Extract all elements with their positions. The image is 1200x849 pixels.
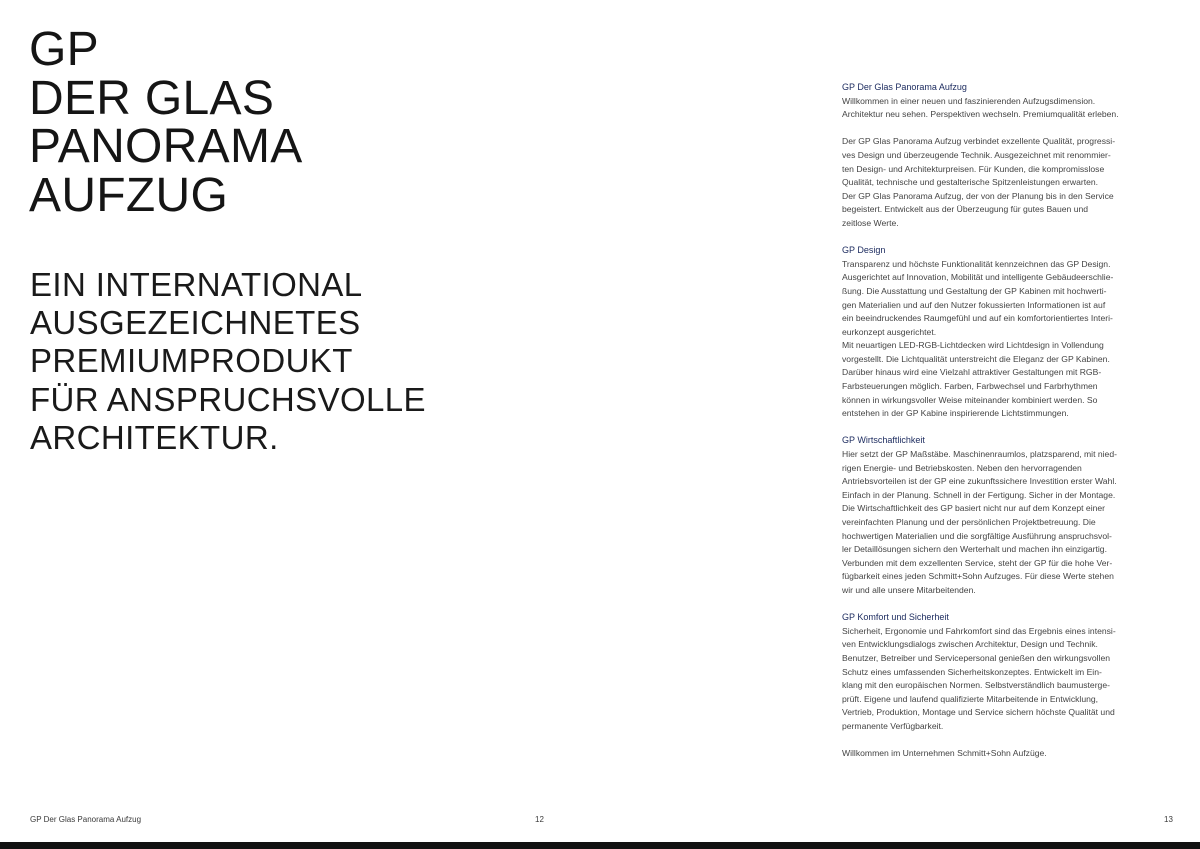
body-text-line: ein beeindruckendes Raumgefühl und auf ein komfortorientiertes Interi- — [842, 313, 1113, 324]
body-text-line: Antriebsvorteilen ist der GP eine zukunftssichere Investition erster Wahl. — [842, 476, 1117, 487]
body-text-line: fügbarkeit eines jeden Schmitt+Sohn Aufzuges. Für diese Werte stehen — [842, 571, 1114, 582]
body-text-line: klang mit den europäischen Normen. Selbstverständlich baumusterge- — [842, 680, 1110, 691]
body-text-line: permanente Verfügbarkeit. — [842, 720, 944, 731]
body-text-line: ten Design- und Architekturpreisen. Für Kunden, die kompromisslose — [842, 163, 1105, 174]
section-gap — [842, 421, 1177, 435]
body-text-line: Ausgerichtet auf Innovation, Mobilität und intelligente Gebäudeerschlie- — [842, 272, 1114, 283]
page-number-right: 13 — [1164, 815, 1173, 824]
footer-running-title: GP Der Glas Panorama Aufzug — [30, 815, 142, 824]
body-text-line: Sicherheit, Ergonomie und Fahrkomfort sind das Ergebnis eines intensi- — [842, 625, 1116, 636]
body-text-line: ler Detaillösungen sichern den Werterhalt und machen ihn einzigartig. — [842, 544, 1107, 555]
body-text-line: Vertrieb, Produktion, Montage und Service sichern höchste Qualität und — [842, 707, 1115, 718]
body-text-column — [842, 81, 1177, 761]
body-text-line: vorgestellt. Die Lichtqualität unterstreicht die Eleganz der GP Kabinen. — [842, 353, 1110, 364]
subtitle-line: FÜR ANSPRUCHSVOLLE — [30, 380, 426, 418]
body-text-line: Willkommen im Unternehmen Schmitt+Sohn Aufzüge. — [842, 748, 1047, 759]
body-text-line: Einfach in der Planung. Schnell in der Fertigung. Sicher in der Montage. — [842, 489, 1116, 500]
section-heading: GP Design — [842, 245, 886, 256]
title-line: AUFZUG — [29, 168, 229, 222]
section-heading: GP Komfort und Sicherheit — [842, 612, 949, 623]
title-line: DER GLAS — [29, 71, 275, 125]
body-text-line: Darüber hinaus wird eine Vielzahl attraktiver Gestaltungen mit RGB- — [842, 367, 1102, 378]
paragraph-gap — [842, 122, 1177, 136]
body-text-line: Transparenz und höchste Funktionalität kennzeichnen das GP Design. — [842, 258, 1111, 269]
section-gap — [842, 598, 1177, 612]
subtitle-line: EIN INTERNATIONAL — [30, 266, 363, 303]
body-text-line: Architektur neu sehen. Perspektiven wechseln. Premiumqualität erleben. — [842, 109, 1119, 120]
body-text-line: Schutz eines umfassenden Sicherheitskonzeptes. Entwickelt im Ein- — [842, 666, 1102, 677]
page-title — [29, 23, 569, 222]
subtitle-line: PREMIUMPRODUKT — [30, 342, 353, 380]
page-subtitle — [30, 266, 590, 457]
subtitle-line: AUSGEZEICHNETES — [30, 304, 361, 342]
body-text-line: Der GP Glas Panorama Aufzug verbindet exzellente Qualität, progressi- — [842, 136, 1116, 147]
body-text-line: gen Materialien und auf den Nutzer fokussierten Informationen ist auf — [842, 299, 1106, 310]
body-text-line: Farbsteuerungen möglich. Farben, Farbwechsel und Farbrhythmen — [842, 381, 1098, 392]
body-text-line: Mit neuartigen LED-RGB-Lichtdecken wird Lichtdesign in Vollendung — [842, 340, 1104, 351]
body-text-line: Der GP Glas Panorama Aufzug, der von der Planung bis in den Service — [842, 190, 1114, 201]
body-text-line: prüft. Eigene und laufend qualifizierte Mitarbeitende in Entwicklung, — [842, 693, 1099, 704]
body-text-line: hochwertigen Materialien und die sorgfältige Ausführung anspruchsvol- — [842, 530, 1112, 541]
section-heading: GP Wirtschaftlichkeit — [842, 435, 925, 446]
body-text-line: ßung. Die Ausstattung und Gestaltung der GP Kabinen mit hochwerti- — [842, 285, 1107, 296]
body-text-line: entstehen in der GP Kabine inspirierende Lichtstimmungen. — [842, 408, 1069, 419]
paragraph-gap — [842, 734, 1177, 748]
subtitle-line: ARCHITEKTUR. — [30, 418, 279, 456]
title-line: PANORAMA — [29, 120, 303, 173]
body-text-line: wir und alle unsere Mitarbeitenden. — [842, 584, 976, 595]
section-heading: GP Der Glas Panorama Aufzug — [842, 82, 967, 92]
title-line: GP — [29, 23, 99, 76]
body-text-line: Benutzer, Betreiber und Servicepersonal genießen den wirkungsvollen — [842, 652, 1111, 663]
body-text-line: Hier setzt der GP Maßstäbe. Maschinenraumlos, platzsparend, mit nied- — [842, 449, 1117, 460]
body-text-line: Qualität, technische und gestalterische Spitzenleistungen erwarten. — [842, 177, 1099, 188]
body-text-line: vereinfachten Planung und der persönlichen Projektbetreuung. Die — [842, 517, 1096, 527]
body-text-line: Willkommen in einer neuen und faszinierenden Aufzugsdimension. — [842, 95, 1096, 106]
section-gap — [842, 231, 1177, 245]
body-text-line: ven Entwicklungsdialogs zwischen Architektur, Design und Technik. — [842, 639, 1098, 650]
bottom-edge-rule — [0, 842, 1200, 849]
body-text-line: können in wirkungsvoller Weise miteinander kombiniert werden. So — [842, 394, 1098, 405]
page-number-left: 12 — [535, 815, 544, 824]
body-text-line: rigen Energie- und Betriebskosten. Neben den hervorragenden — [842, 462, 1082, 473]
body-text-line: Die Wirtschaftlichkeit des GP basiert nicht nur auf dem Konzept einer — [842, 503, 1106, 514]
body-text-line: begeistert. Entwickelt aus der Überzeugung für gutes Bauen und — [842, 204, 1089, 215]
body-text-line: ves Design und überzeugende Technik. Ausgezeichnet mit renommier- — [842, 149, 1111, 160]
body-text-line: eurkonzept ausgerichtet. — [842, 326, 937, 337]
body-text-line: zeitlose Werte. — [842, 217, 899, 228]
body-text-line: Verbunden mit dem exzellenten Service, steht der GP für die hohe Ver- — [842, 557, 1113, 568]
